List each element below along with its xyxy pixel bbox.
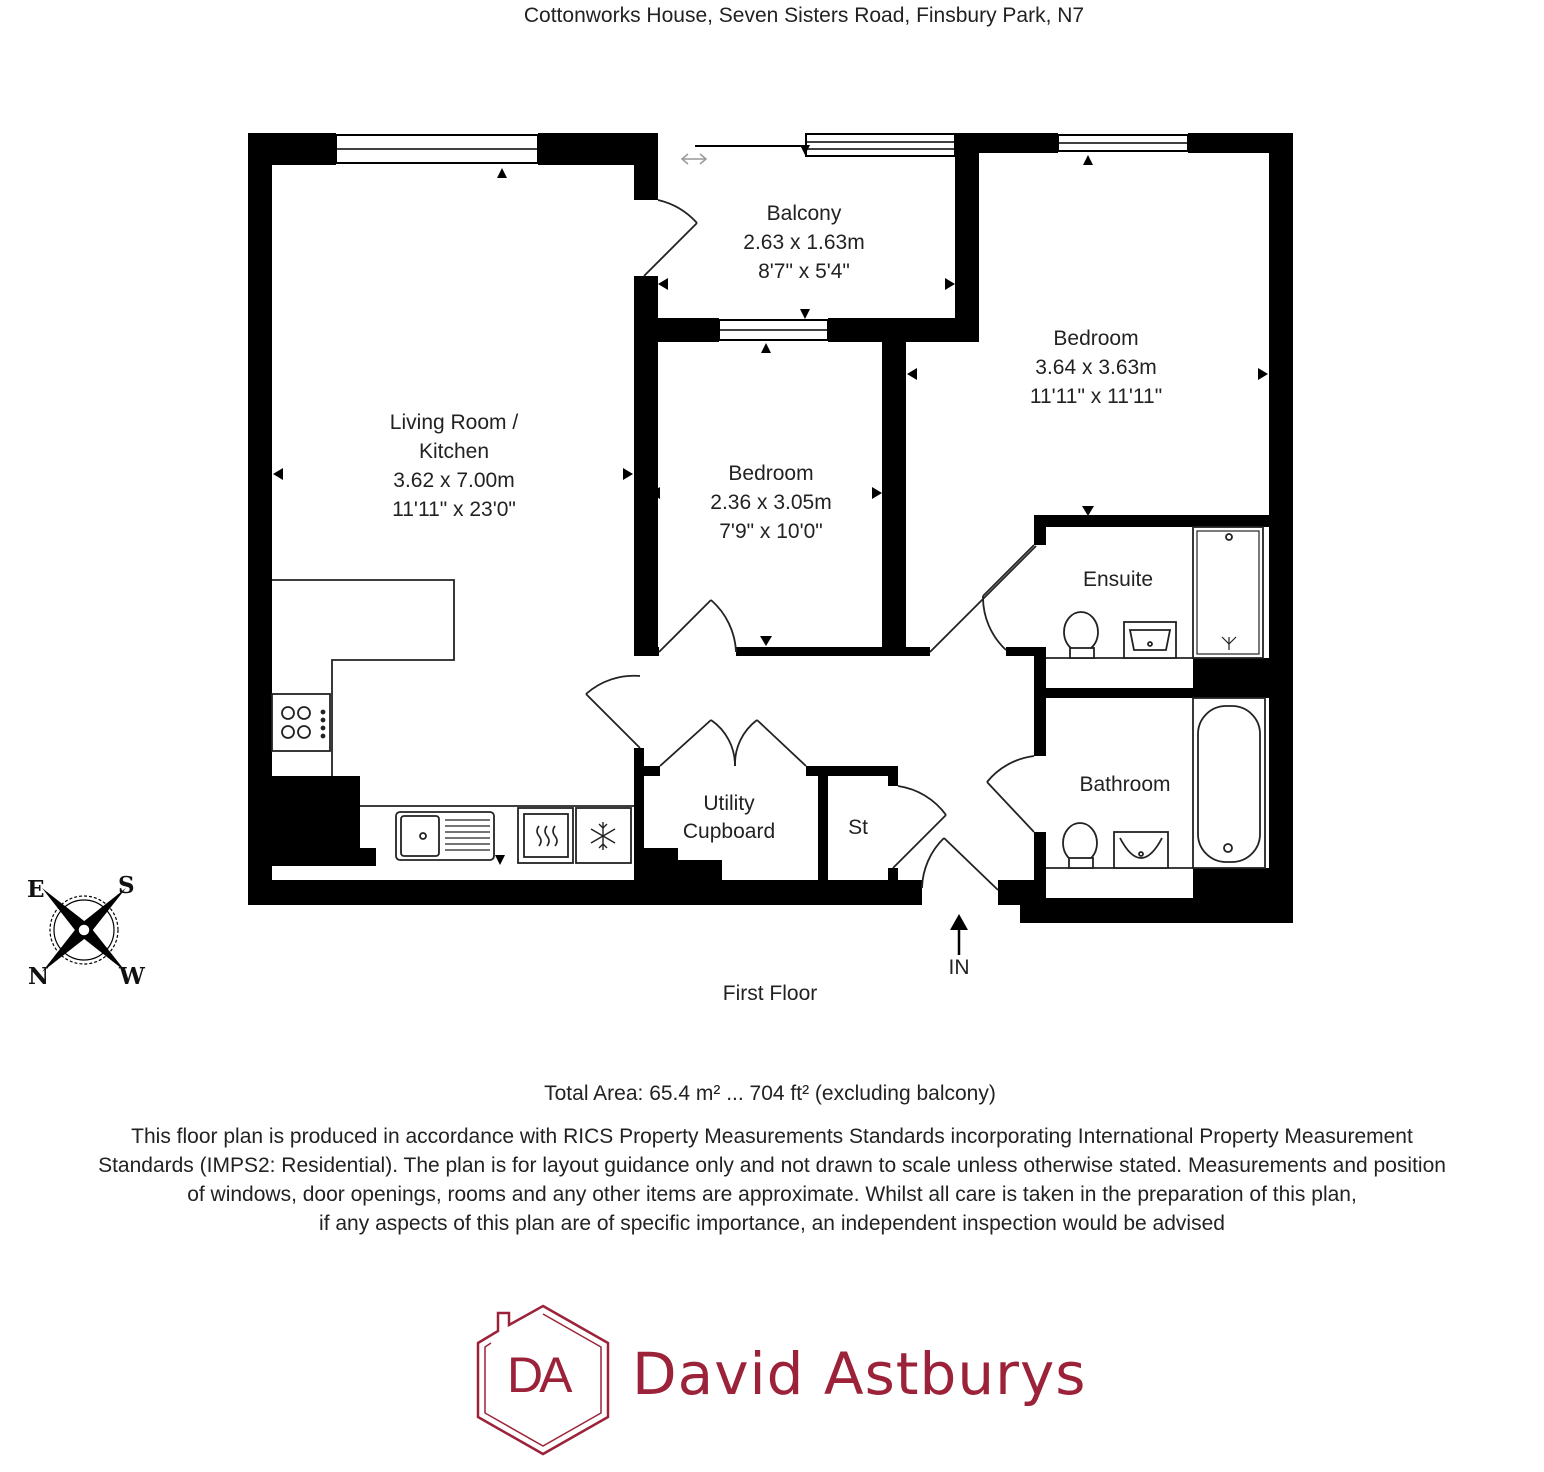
- wall-bath-bottom: [1020, 898, 1293, 923]
- wall-living-left: [248, 133, 272, 905]
- room-dimensions-metric: 2.36 x 3.05m: [710, 491, 832, 514]
- wall-bed1-right: [882, 342, 906, 656]
- property-address: Cottonworks House, Seven Sisters Road, Finsbury Park, N7: [523, 4, 1085, 27]
- wall-balcony-bottom: [634, 318, 719, 342]
- room-bedroom-small: [710, 459, 831, 546]
- room-bathroom: [1079, 770, 1170, 799]
- wall-living-right-low: [634, 748, 644, 880]
- kitchen-unit-dark: [272, 776, 360, 866]
- room-dimensions-imperial: 11'11" x 23'0": [392, 498, 516, 521]
- room-name: Cupboard: [682, 820, 776, 843]
- wall-store-right-low: [888, 868, 898, 880]
- wall-utility-top-a: [644, 766, 660, 776]
- room-name: Utility: [703, 792, 755, 815]
- compass-e: E: [27, 876, 45, 903]
- utility-unit-dark: [644, 848, 678, 880]
- room-name: Balcony: [766, 202, 842, 225]
- wall-ensuite-left-a: [1034, 515, 1046, 545]
- disclaimer: [0, 1122, 1544, 1238]
- disclaimer-line: This floor plan is produced in accordance with RICS Property Measurements Standards incorporating International Property Measurement: [131, 1125, 1413, 1148]
- wall-ens-block: [1193, 658, 1269, 688]
- room-bedroom-main: [1030, 324, 1162, 411]
- disclaimer-line: Standards (IMPS2: Residential). The plan is for layout guidance only and not drawn to scale unless otherwise stated. Measurements and position: [98, 1154, 1446, 1177]
- wall-bath-left-b: [1034, 832, 1046, 882]
- sliding-arrow-icon: [682, 154, 706, 164]
- room-dimensions-metric: 2.63 x 1.63m: [743, 231, 865, 254]
- wall-bath-left: [1034, 688, 1046, 756]
- toilet-bathroom: [1063, 823, 1097, 863]
- room-dimensions-metric: 3.64 x 3.63m: [1035, 356, 1157, 379]
- room-dimensions-imperial: 7'9" x 10'0": [719, 520, 823, 543]
- utility-unit-dark-b: [678, 860, 722, 880]
- wall-bed2-top-a: [955, 133, 1058, 153]
- ensuite-fittings: [1046, 527, 1263, 658]
- disclaimer-line: of windows, door openings, rooms and any other items are approximate. Whilst all care is taken in the preparation of this plan,: [187, 1183, 1357, 1206]
- room-name: Bathroom: [1079, 773, 1171, 796]
- wall-bed2-right: [1269, 133, 1293, 923]
- compass-s: S: [118, 872, 135, 899]
- wall-bed1-bottom-a: [644, 647, 659, 656]
- room-living-kitchen: [390, 408, 518, 524]
- entrance-arrow-icon: [950, 914, 968, 955]
- room-dimensions-imperial: 11'11" x 11'11": [1029, 385, 1163, 408]
- wall-bath-bottom-b: [998, 880, 1046, 905]
- wall-living-right-top: [634, 133, 658, 200]
- entrance-label: IN: [948, 956, 970, 979]
- room-name: Bedroom: [728, 462, 814, 485]
- room-name: St: [848, 816, 868, 839]
- room-name: Bedroom: [1053, 327, 1139, 350]
- wall-balcony-right: [955, 133, 979, 342]
- room-utility-cupboard: [683, 790, 775, 846]
- room-store: [848, 813, 868, 842]
- wall-ensuite-stub: [1006, 647, 1046, 656]
- wall-ens-bath-divider: [1034, 688, 1293, 698]
- room-name: Kitchen: [418, 440, 490, 463]
- logo-monogram: DA: [507, 1347, 569, 1403]
- room-name: Ensuite: [1082, 568, 1154, 591]
- floor-label: First Floor: [722, 982, 818, 1005]
- wall-store-top-right: [888, 766, 898, 786]
- room-balcony: [743, 199, 864, 286]
- total-area: Total Area: 65.4 m² ... 704 ft² (excluding balcony): [544, 1082, 996, 1105]
- room-ensuite: [1083, 565, 1153, 594]
- wall-bed1-bottom-b: [736, 647, 930, 656]
- wall-bath-block: [1193, 868, 1269, 898]
- logo-brand-name: David Astburys: [632, 1340, 1087, 1408]
- room-name: Living Room /: [389, 411, 519, 434]
- kitchen-unit-dark-b: [360, 848, 376, 866]
- wall-bottom-left: [248, 880, 922, 905]
- hob: [272, 694, 330, 751]
- compass-n: N: [28, 963, 50, 990]
- window-balcony: [806, 134, 955, 156]
- compass-w: W: [119, 963, 145, 990]
- toilet-ensuite: [1064, 612, 1098, 652]
- compass-icon: [42, 888, 126, 972]
- wall-utility-right: [818, 766, 828, 880]
- wall-ensuite-top: [1034, 515, 1293, 527]
- room-dimensions-imperial: 8'7" x 5'4": [758, 260, 850, 283]
- room-dimensions-metric: 3.62 x 7.00m: [393, 469, 515, 492]
- disclaimer-line: if any aspects of this plan are of specific importance, an independent inspection would be advised: [319, 1212, 1225, 1235]
